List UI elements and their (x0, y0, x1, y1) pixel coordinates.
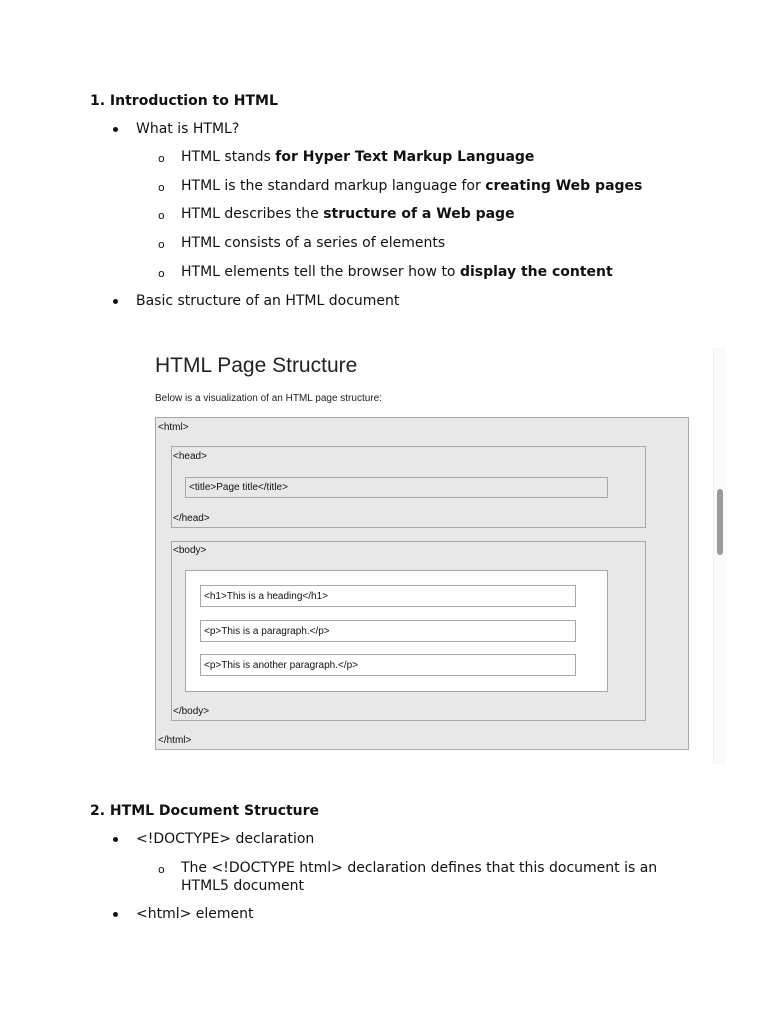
sub-item-bold: structure of a Web page (323, 206, 515, 222)
section-1-heading: 1. Introduction to HTML (90, 93, 278, 109)
doctype-desc-line-1: The <!DOCTYPE html> declaration defines that this document is an (181, 860, 658, 876)
sub-item-plain: HTML describes the (181, 206, 324, 222)
bullet-dot (113, 837, 118, 842)
sub-bullet-marker: o (158, 267, 165, 280)
bullet-what-is-html: What is HTML? (136, 121, 240, 137)
figure-scrollbar[interactable] (713, 348, 726, 764)
sub-bullet-marker: o (158, 238, 165, 251)
title-element: <title>Page title</title> (189, 482, 288, 493)
bullet-doctype: <!DOCTYPE> declaration (136, 831, 315, 847)
sub-bullet-marker: o (158, 152, 165, 165)
figure-scrollbar-thumb[interactable] (717, 489, 723, 555)
body-open-tag: <body> (173, 545, 207, 556)
section-2-heading: 2. HTML Document Structure (90, 803, 320, 819)
html-close-tag: </html> (158, 735, 192, 746)
sub-bullet-marker: o (158, 209, 165, 222)
sub-item-plain: HTML consists of a series of elements (181, 235, 446, 251)
sub-item-bold: creating Web pages (485, 178, 643, 194)
sub-bullet-marker: o (158, 181, 165, 194)
sub-item (181, 264, 613, 280)
figure-subtitle: Below is a visualization of an HTML page structure: (155, 393, 382, 404)
bullet-html-element: <html> element (136, 906, 254, 922)
html-open-tag: <html> (158, 422, 189, 433)
sub-item (181, 149, 534, 165)
head-open-tag: <head> (173, 451, 207, 462)
body-close-tag: </body> (173, 706, 210, 717)
p1-element: <p>This is a paragraph.</p> (204, 626, 330, 637)
figure-title: HTML Page Structure (155, 354, 358, 377)
html-structure-figure (140, 340, 726, 765)
sub-bullet-marker: o (158, 863, 165, 876)
sub-item-plain: HTML elements tell the browser how to (181, 264, 460, 280)
bullet-dot (113, 127, 118, 132)
bullet-dot (113, 299, 118, 304)
p2-element: <p>This is another paragraph.</p> (204, 660, 358, 671)
head-close-tag: </head> (173, 513, 210, 524)
sub-item (181, 206, 515, 222)
sub-item-plain: HTML is the standard markup language for (181, 178, 486, 194)
sub-item (181, 235, 445, 251)
bullet-basic-structure: Basic structure of an HTML document (136, 293, 400, 309)
bullet-dot (113, 912, 118, 917)
sub-item-bold: display the content (459, 264, 613, 280)
doctype-desc-line-2: HTML5 document (181, 878, 304, 894)
sub-item-bold: for Hyper Text Markup Language (275, 149, 535, 165)
h1-element: <h1>This is a heading</h1> (204, 591, 328, 602)
sub-item-plain: HTML stands (181, 149, 276, 165)
sub-item (181, 178, 642, 194)
